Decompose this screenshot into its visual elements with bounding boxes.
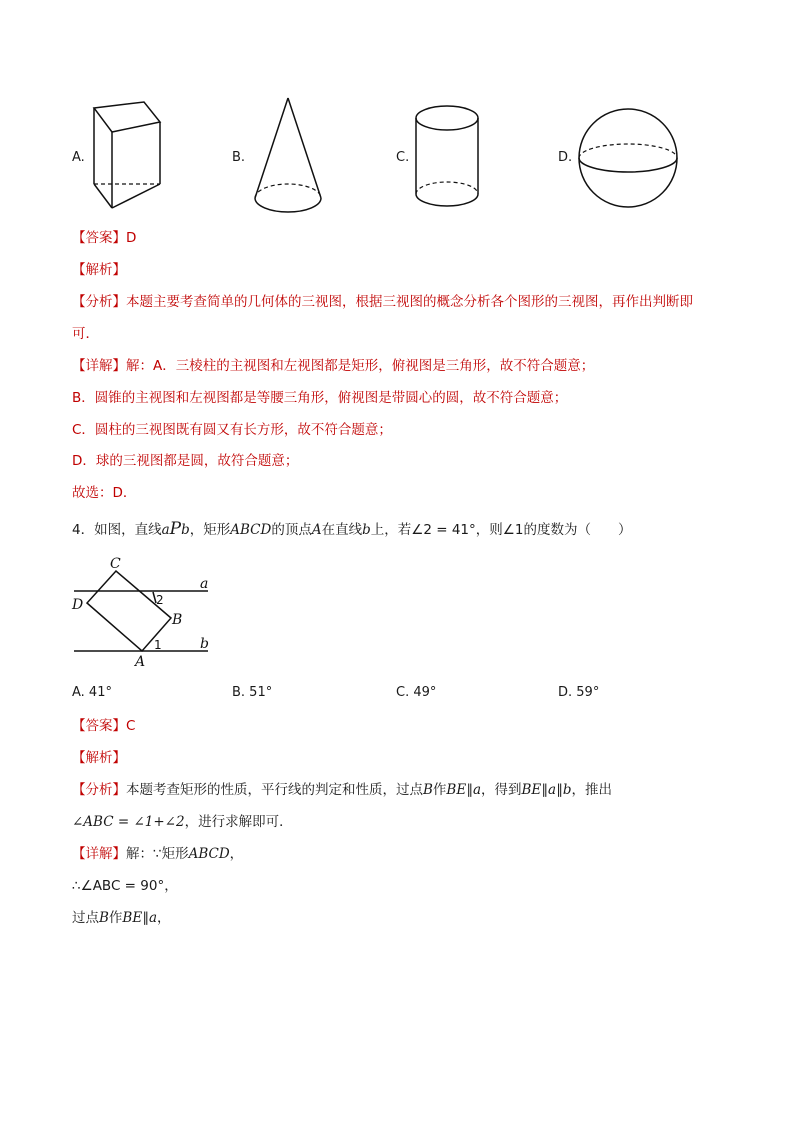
fenxi-text: 本题主要考查简单的几何体的三视图，根据三视图的概念分析各个图形的三视图，再作出判断即 xyxy=(126,294,693,310)
q4-stem xyxy=(72,519,631,540)
q3-line-d: D．球的三视图都是圆，故符合题意； xyxy=(72,453,299,469)
q4-fenxi-line2 xyxy=(72,812,293,832)
through-a: 过点 xyxy=(72,910,99,926)
option-c-label: C. xyxy=(396,150,410,165)
q4-analysis-heading: 【解析】 xyxy=(72,750,126,766)
parallel-symbol: ∥ xyxy=(466,782,473,798)
var-A: A xyxy=(311,522,322,538)
q3-fenxi-line1 xyxy=(72,292,693,312)
fenxi-tag: 【分析】 xyxy=(72,294,126,310)
stem-prefix: 4．如图，直线 xyxy=(72,522,162,538)
q4-option-b: B. 51° xyxy=(232,685,273,700)
xiangjie-end: ， xyxy=(229,846,244,862)
through-b: 作 xyxy=(108,910,123,926)
q3-fenxi-line2: 可． xyxy=(72,326,99,342)
q4-therefore-line: ∴∠ABC = 90°， xyxy=(72,878,178,894)
answer-value: D xyxy=(126,230,137,246)
q3-line-c: C．圆柱的三视图既有圆又有长方形，故不符合题意； xyxy=(72,422,392,438)
q3-analysis-heading: 【解析】 xyxy=(72,262,126,278)
var-B: B xyxy=(99,910,109,926)
cylinder-figure xyxy=(414,104,484,214)
label-C: C xyxy=(110,556,121,572)
option-a-label: A. xyxy=(72,150,85,165)
stem-mid1: ，矩形 xyxy=(189,522,231,538)
fenxi-text1d: ，推出 xyxy=(571,782,613,798)
var-abcd: ABCD xyxy=(230,522,272,538)
var-P: P xyxy=(169,519,182,539)
label-B: B xyxy=(172,612,183,628)
q4-fenxi-line1 xyxy=(72,780,612,800)
q4-geometry-figure xyxy=(66,552,226,672)
var-b: b xyxy=(181,522,190,538)
label-1: 1 xyxy=(154,638,162,652)
fenxi-text1a: 本题考查矩形的性质，平行线的判定和性质，过点 xyxy=(126,782,423,798)
xiangjie-text: 解：∵矩形 xyxy=(126,846,189,862)
label-A: A xyxy=(135,654,146,670)
label-b: b xyxy=(200,636,209,652)
var-a2: a xyxy=(548,782,557,798)
xiangjie-tag: 【详解】 xyxy=(72,358,126,374)
var-BE: BE xyxy=(446,782,467,798)
var-a: a xyxy=(148,910,158,926)
parallel-symbol: ∥ xyxy=(556,782,563,798)
angle-expression: ∠ABC = ∠1+∠2 xyxy=(72,814,185,830)
parallel-symbol: ∥ xyxy=(541,782,549,798)
q3-choose-line: 故选：D． xyxy=(72,485,137,501)
q4-option-a: A. 41° xyxy=(72,685,112,700)
var-abcd: ABCD xyxy=(188,846,230,862)
var-b2: b xyxy=(362,522,371,538)
fenxi-text1c: ，得到 xyxy=(481,782,522,798)
xiangjie-text: 解：A．三棱柱的主视图和左视图都是矩形，俯视图是三角形，故不符合题意； xyxy=(126,358,595,374)
label-2: 2 xyxy=(156,593,164,607)
sphere-figure xyxy=(574,108,684,212)
label-D: D xyxy=(72,597,84,613)
var-b: b xyxy=(562,782,572,798)
fenxi-line2b: ，进行求解即可． xyxy=(184,814,293,830)
answer-value: C xyxy=(126,718,136,734)
q4-option-d: D. 59° xyxy=(558,685,600,700)
q3-line-b: B．圆锥的主视图和左视图都是等腰三角形，俯视图是带圆心的圆，故不符合题意； xyxy=(72,390,568,406)
q4-option-c: C. 49° xyxy=(396,685,437,700)
xiangjie-tag: 【详解】 xyxy=(72,846,126,862)
q4-through-line xyxy=(72,908,171,928)
label-a: a xyxy=(200,576,209,592)
var-BE2: BE xyxy=(521,782,542,798)
stem-mid3: 在直线 xyxy=(321,522,363,538)
through-end: ， xyxy=(157,910,171,926)
q3-xiangjie-line xyxy=(72,356,594,376)
cone-figure xyxy=(250,96,330,220)
stem-mid4: 上，若∠2 = 41°，则∠1的度数为（ ） xyxy=(370,522,632,538)
var-a: a xyxy=(161,522,170,538)
q3-answer-line xyxy=(72,228,136,248)
q4-answer-line xyxy=(72,716,135,736)
var-a: a xyxy=(472,782,482,798)
fenxi-tag: 【分析】 xyxy=(72,782,126,798)
q4-xiangjie-line xyxy=(72,844,243,864)
parallel-symbol: ∥ xyxy=(142,910,149,926)
option-b-label: B. xyxy=(232,150,246,165)
triangular-prism-figure xyxy=(88,100,168,212)
answer-tag: 【答案】 xyxy=(72,718,126,734)
stem-mid2: 的顶点 xyxy=(271,522,312,538)
answer-tag: 【答案】 xyxy=(72,230,126,246)
var-BE: BE xyxy=(122,910,143,926)
var-B: B xyxy=(423,782,433,798)
option-d-label: D. xyxy=(558,150,573,165)
fenxi-text1b: 作 xyxy=(432,782,447,798)
